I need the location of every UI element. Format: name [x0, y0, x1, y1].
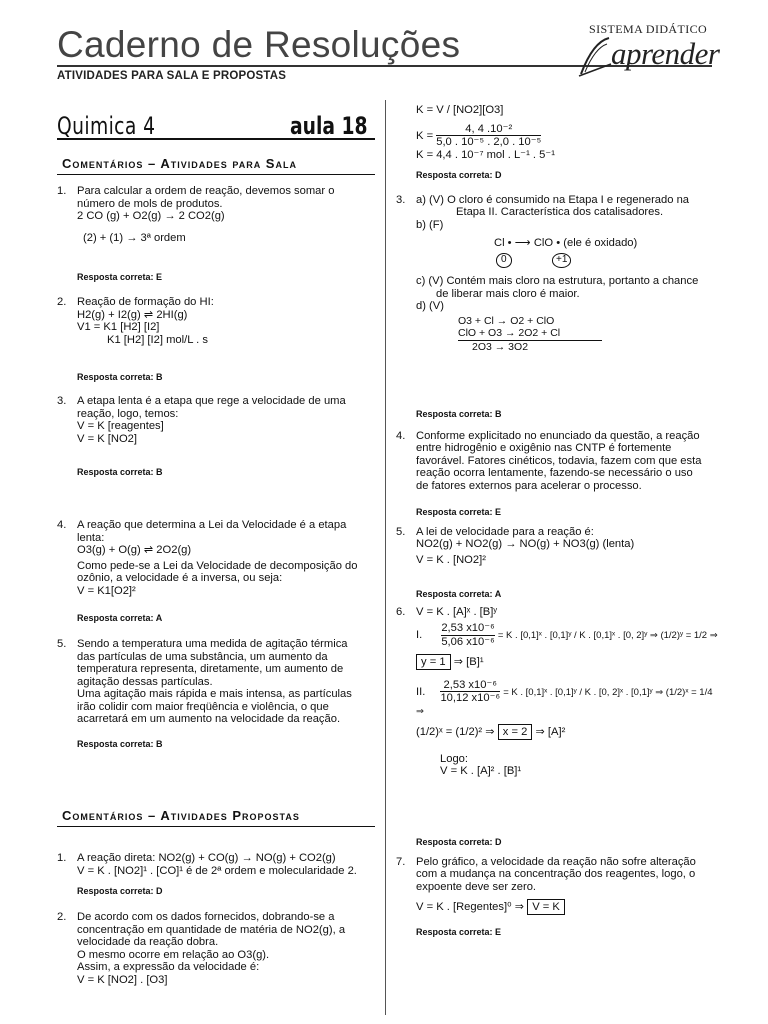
scheme-text: Cl • ⟶ ClO • (ele é oxidado) — [494, 237, 638, 249]
oxidation-scheme — [416, 231, 718, 267]
item-text: De acordo com os dados fornecidos, dobrando-se a — [77, 911, 335, 923]
equation: V = K . [A]ˣ . [B]ʸ — [416, 605, 497, 618]
equation: NO2(g) + NO2(g) → NO(g) + NO3(g) (lenta) — [416, 538, 635, 550]
item-text: Uma agitação mais rápida e mais intensa, as partículas — [77, 688, 352, 700]
equation: V = K . [NO2]² — [416, 553, 486, 566]
equation: V = K . [Regentes]⁰ ⇒ — [416, 901, 525, 913]
equation: = K . [0,1]ˣ . [0,1]ʸ / K . [0,1]ˣ . [0, 2]ʸ ⇒ (1/2)ʸ = 1/2 ⇒ — [497, 629, 718, 641]
equation: O3 + Cl → O2 + ClO — [458, 314, 555, 327]
equation: O3(g) + O(g) ⇌ 2O2(g) — [77, 544, 192, 556]
equation: 2 CO (g) + O2(g) → 2 CO2(g) — [77, 210, 225, 222]
answer-label: Resposta correta: A — [77, 613, 163, 623]
equation: V1 = K1 [H2] [I2] — [77, 321, 160, 333]
book-logo-icon — [575, 34, 615, 78]
list-item — [396, 526, 718, 602]
lesson-title: aula 18 — [290, 112, 368, 140]
equation-row-ii — [416, 679, 718, 719]
equation-fraction: K = $\frac{\text{4, 4 .10⁻²}}{\text{5,0 . 10⁻⁵ . 2,0 . 10⁻⁵}}$ — [416, 122, 542, 148]
equation-row-i — [416, 622, 718, 648]
item-text: Conforme explicitado no enunciado da questão, a reação — [416, 429, 700, 442]
equation: (2) + (1) → 3ª ordem — [83, 231, 186, 244]
list-item — [396, 606, 718, 846]
item-text: favorável. Fatores cinéticos, todavia, fazem com que esta — [416, 454, 702, 467]
item-text: com a mudança na concentração dos reagentes, logo, o — [416, 868, 696, 880]
item-text: ozônio, a velocidade é a inversa, ou seja: — [77, 572, 283, 584]
section-underline — [57, 174, 375, 175]
list-item — [396, 856, 718, 946]
item-text: Logo: — [440, 752, 468, 765]
item-text: acarretará em um aumento na velocidade da reação. — [77, 713, 341, 725]
reaction-sum — [416, 315, 718, 354]
logo-name-text: aprender — [611, 36, 720, 71]
item-text: A reação que determina a Lei da Velocidade é a etapa — [77, 519, 347, 531]
document-subtitle: ATIVIDADES PARA SALA E PROPOSTAS — [57, 70, 287, 82]
item-text: irão colidir com maior freqüência e violência, o que — [77, 700, 329, 713]
item-text: lenta: — [77, 531, 105, 544]
subject-underline — [57, 138, 375, 140]
equation: (1/2)ˣ = (1/2)² ⇒ — [416, 726, 495, 738]
document-title: Caderno de Resoluções — [57, 24, 461, 65]
equation: V = K1[O2]² — [77, 584, 136, 597]
fraction-numerator: 4, 4 .10⁻² — [465, 122, 513, 135]
equation: V = K [NO2] . [O3] — [77, 973, 168, 986]
item-text: reação, logo, temos: — [77, 407, 179, 420]
item-number: 3. — [396, 193, 406, 206]
item-text: d) (V) — [416, 300, 444, 312]
oxidation-number: 0 — [496, 253, 512, 268]
answer-label: Resposta correta: E — [77, 272, 163, 282]
fraction-numerator: 2,53 x10⁻⁶ — [443, 678, 497, 691]
item-number: 4. — [396, 429, 406, 442]
item-text: A lei de velocidade para a reação é: — [416, 525, 594, 538]
item-text: de liberar mais cloro é maior. — [436, 287, 580, 300]
fraction-denominator: 5,0 . 10⁻⁵ . 2,0 . 10⁻⁵ — [436, 136, 542, 148]
item-text: concentração em quantidade de matéria de NO2(g), a — [77, 923, 346, 936]
item-text: Sendo a temperatura uma medida de agitação térmica — [77, 638, 348, 650]
equation: V = K [reagentes] — [77, 420, 164, 432]
answer-label: Resposta correta: D — [416, 170, 502, 180]
fraction-denominator: 5,06 x10⁻⁶ — [441, 635, 495, 648]
boxed-result: x = 2 — [498, 724, 533, 740]
answer-label: Resposta correta: B — [77, 372, 163, 382]
equation: ClO + O3 → 2O2 + Cl — [458, 327, 561, 339]
item-number: 2. — [57, 911, 67, 923]
item-text: das partículas de uma substância, um aumento da — [77, 650, 328, 663]
item-text: Para calcular a ordem de reação, devemos somar o — [77, 185, 335, 197]
section-heading-sala: Comentários – Atividades para Sala — [62, 156, 297, 171]
fraction-denominator: 10,12 x10⁻⁶ — [440, 692, 501, 704]
item-text: reação ocorra lentamente, fazendo-se necessário o uso — [416, 467, 693, 479]
item-text: velocidade da reação dobra. — [77, 936, 219, 948]
aprender-logo — [575, 22, 725, 82]
answer-label: Resposta correta: A — [416, 588, 502, 599]
answer-label: Resposta correta: D — [416, 836, 502, 847]
item-text: de fatores externos para acelerar o processo. — [416, 479, 642, 492]
equation: ⇒ [A]² — [535, 726, 566, 738]
item-text: Assim, a expressão da velocidade é: — [77, 961, 260, 973]
item-text: temperatura representa, diretamente, um aumento de — [77, 663, 344, 675]
equation: K = V / [NO2][O3] — [416, 104, 504, 116]
equation: H2(g) + I2(g) ⇌ 2HI(g) — [77, 308, 188, 321]
list-item — [396, 430, 718, 518]
equation: = K . [0,1]ˣ . [0,1]ʸ / K . [0, 2]ˣ . [0,1]ʸ ⇒ (1/2)ˣ = 1/4 ⇒ — [416, 686, 713, 717]
item-text: Etapa II. Característica dos catalisadores. — [456, 206, 664, 218]
item-number: 1. — [57, 852, 67, 864]
equation: K = 4,4 . 10⁻⁷ mol . L⁻¹ . 5⁻¹ — [416, 148, 555, 161]
equation: V = K [NO2] — [77, 432, 138, 445]
section-heading-propostas: Comentários – Atividades Propostas — [62, 808, 300, 823]
boxed-result: V = K — [527, 899, 565, 915]
item-number: 5. — [57, 638, 67, 650]
equation: A reação direta: NO2(g) + CO(g) → NO(g) + CO2(g) — [77, 852, 336, 864]
item-text: b) (F) — [416, 218, 444, 231]
equation: V = K . [A]² . [B]¹ — [440, 765, 522, 777]
answer-label: Resposta correta: E — [416, 926, 502, 937]
item-text: número de mols de produtos. — [77, 197, 223, 210]
item-text: Pelo gráfico, a velocidade da reação não sofre alteração — [416, 855, 696, 868]
item-number: 5. — [396, 525, 406, 538]
subject-title: Quimica 4 — [57, 112, 156, 140]
item-text: entre hidrogênio e oxigênio nas CNTP é fortemente — [416, 442, 672, 454]
item-text: O mesmo ocorre em relação ao O3(g). — [77, 948, 270, 961]
answer-label: Resposta correta: B — [77, 467, 163, 477]
roman-numeral: I. — [416, 628, 423, 641]
answer-label: Resposta correta: D — [77, 886, 163, 896]
item-text: A etapa lenta é a etapa que rege a velocidade de uma — [77, 395, 346, 407]
equation: V = K . [NO2]¹ . [CO]¹ é de 2ª ordem e molecularidade 2. — [77, 864, 357, 877]
roman-numeral: II. — [416, 685, 426, 698]
item-text: c) (V) Contém mais cloro na estrutura, portanto a chance — [416, 275, 699, 287]
fraction-numerator: 2,53 x10⁻⁶ — [441, 622, 495, 634]
oxidation-number: +1 — [552, 253, 571, 268]
item-number: 2. — [57, 296, 67, 308]
equation: 2O3 → 3O2 — [458, 340, 602, 354]
answer-label: Resposta correta: B — [77, 739, 163, 749]
equation: ⇒ [B]¹ — [453, 656, 484, 668]
item-text: Reação de formação do HI: — [77, 296, 214, 308]
item-text: expoente deve ser zero. — [416, 880, 537, 893]
right-column — [396, 104, 718, 946]
equation: K1 [H2] [I2] mol/L . s — [107, 333, 208, 346]
list-item — [396, 194, 718, 418]
item-number: 1. — [57, 185, 67, 197]
item-text: Como pede-se a Lei da Velocidade de decomposição do — [77, 559, 358, 572]
item-number: 7. — [396, 855, 406, 868]
item-number: 6. — [396, 605, 406, 618]
answer-label: Resposta correta: E — [416, 506, 502, 517]
answer-label: Resposta correta: B — [416, 408, 502, 419]
item-text: a) (V) O cloro é consumido na Etapa I e regenerado na — [416, 193, 690, 206]
boxed-result: y = 1 — [416, 654, 451, 670]
section-underline — [57, 826, 375, 827]
column-divider — [385, 100, 386, 1015]
item-number: 3. — [57, 395, 67, 407]
item-text: agitação dessas partículas. — [77, 675, 213, 688]
item-number: 4. — [57, 519, 67, 531]
logo-system-text: SISTEMA DIDÁTICO — [589, 22, 708, 36]
